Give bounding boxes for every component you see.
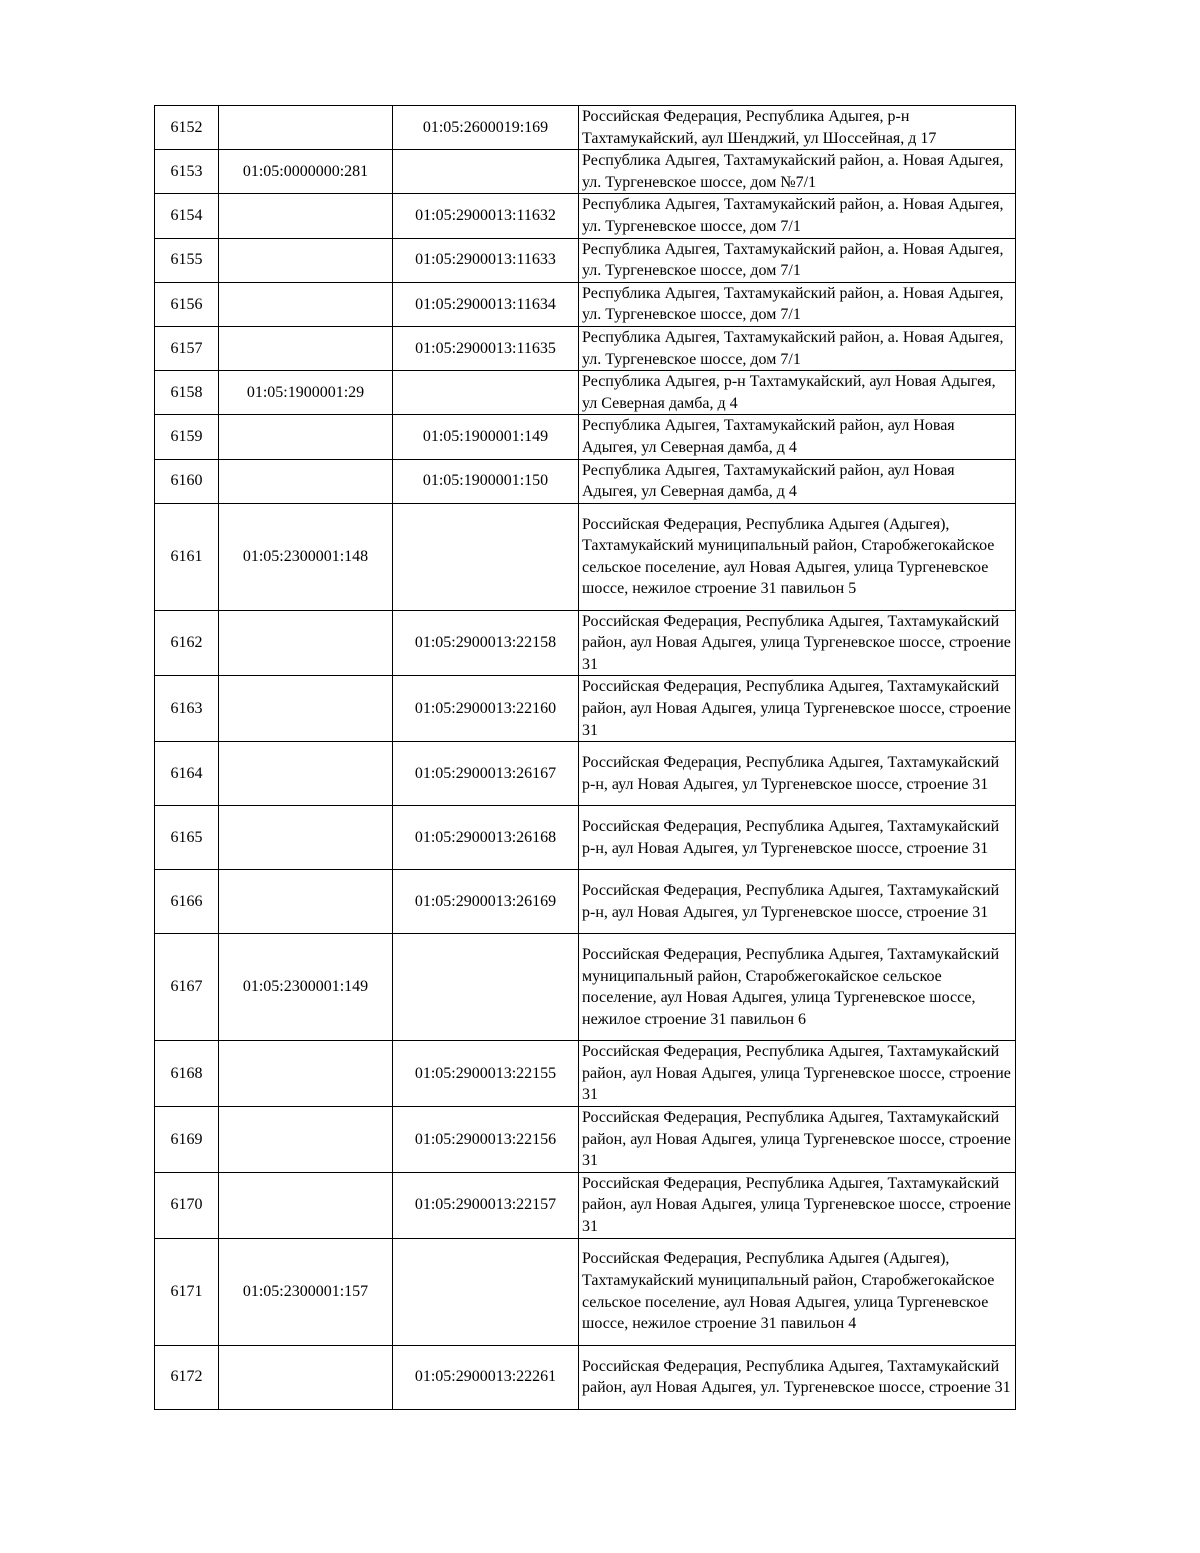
land-cadastral-number (219, 238, 393, 282)
land-cadastral-number: 01:05:2300001:157 (219, 1238, 393, 1345)
table-row (155, 415, 1016, 459)
table-row (155, 806, 1016, 870)
building-cadastral-number (393, 150, 579, 194)
building-cadastral-number: 01:05:2900013:22160 (393, 676, 579, 742)
table-row (155, 610, 1016, 676)
address: Республика Адыгея, р-н Тахтамукайский, аул Новая Адыгея, ул Северная дамба, д 4 (579, 371, 1016, 415)
table-row (155, 238, 1016, 282)
table-row (155, 106, 1016, 150)
table-row (155, 934, 1016, 1041)
row-number: 6160 (155, 459, 219, 503)
address: Российская Федерация, Республика Адыгея, Тахтамукайский р-н, аул Новая Адыгея, ул Тургеневское шоссе, строение 31 (579, 742, 1016, 806)
row-number: 6169 (155, 1107, 219, 1173)
land-cadastral-number: 01:05:2300001:148 (219, 503, 393, 610)
row-number: 6162 (155, 610, 219, 676)
table-row (155, 676, 1016, 742)
building-cadastral-number: 01:05:2900013:11632 (393, 194, 579, 238)
building-cadastral-number (393, 934, 579, 1041)
land-cadastral-number (219, 106, 393, 150)
building-cadastral-number: 01:05:2900013:22155 (393, 1041, 579, 1107)
land-cadastral-number (219, 1345, 393, 1409)
land-cadastral-number (219, 806, 393, 870)
row-number: 6159 (155, 415, 219, 459)
table-row (155, 742, 1016, 806)
table-row (155, 870, 1016, 934)
land-cadastral-number (219, 1107, 393, 1173)
address: Республика Адыгея, Тахтамукайский район, а. Новая Адыгея, ул. Тургеневское шоссе, дом №7/1 (579, 150, 1016, 194)
building-cadastral-number: 01:05:2900013:22158 (393, 610, 579, 676)
building-cadastral-number: 01:05:2900013:26167 (393, 742, 579, 806)
table-row (155, 1345, 1016, 1409)
row-number: 6163 (155, 676, 219, 742)
row-number: 6172 (155, 1345, 219, 1409)
row-number: 6157 (155, 326, 219, 370)
building-cadastral-number: 01:05:2900013:26169 (393, 870, 579, 934)
building-cadastral-number: 01:05:2900013:22157 (393, 1172, 579, 1238)
table-row (155, 371, 1016, 415)
land-cadastral-number (219, 459, 393, 503)
row-number: 6167 (155, 934, 219, 1041)
table-row (155, 1041, 1016, 1107)
row-number: 6166 (155, 870, 219, 934)
land-cadastral-number (219, 1172, 393, 1238)
address: Российская Федерация, Республика Адыгея, р-н Тахтамукайский, аул Шенджий, ул Шоссейная, д 17 (579, 106, 1016, 150)
building-cadastral-number: 01:05:2900013:11633 (393, 238, 579, 282)
row-number: 6164 (155, 742, 219, 806)
address: Российская Федерация, Республика Адыгея, Тахтамукайский район, аул Новая Адыгея, улица Тургеневское шоссе, строение 31 (579, 676, 1016, 742)
building-cadastral-number: 01:05:2900013:11634 (393, 282, 579, 326)
land-cadastral-number (219, 742, 393, 806)
land-cadastral-number: 01:05:2300001:149 (219, 934, 393, 1041)
land-cadastral-number (219, 870, 393, 934)
land-cadastral-number: 01:05:1900001:29 (219, 371, 393, 415)
row-number: 6170 (155, 1172, 219, 1238)
row-number: 6158 (155, 371, 219, 415)
land-cadastral-number (219, 415, 393, 459)
address: Российская Федерация, Республика Адыгея, Тахтамукайский муниципальный район, Старобжегокайское сельское поселение, аул Новая Адыгея, улица Тургеневское шоссе, нежилое строение 31 павильон 6 (579, 934, 1016, 1041)
address: Республика Адыгея, Тахтамукайский район, а. Новая Адыгея, ул. Тургеневское шоссе, дом 7/1 (579, 238, 1016, 282)
table-row (155, 1107, 1016, 1173)
row-number: 6153 (155, 150, 219, 194)
address: Республика Адыгея, Тахтамукайский район, а. Новая Адыгея, ул. Тургеневское шоссе, дом 7/1 (579, 282, 1016, 326)
address: Республика Адыгея, Тахтамукайский район, а. Новая Адыгея, ул. Тургеневское шоссе, дом 7/1 (579, 194, 1016, 238)
address: Российская Федерация, Республика Адыгея, Тахтамукайский район, аул Новая Адыгея, улица Тургеневское шоссе, строение 31 (579, 610, 1016, 676)
building-cadastral-number: 01:05:2900013:22261 (393, 1345, 579, 1409)
table-row (155, 282, 1016, 326)
address: Республика Адыгея, Тахтамукайский район, аул Новая Адыгея, ул Северная дамба, д 4 (579, 415, 1016, 459)
building-cadastral-number (393, 371, 579, 415)
table-row (155, 1238, 1016, 1345)
property-table (154, 105, 1016, 1410)
table-row (155, 194, 1016, 238)
building-cadastral-number (393, 503, 579, 610)
land-cadastral-number (219, 326, 393, 370)
row-number: 6161 (155, 503, 219, 610)
land-cadastral-number (219, 282, 393, 326)
address: Российская Федерация, Республика Адыгея, Тахтамукайский район, аул Новая Адыгея, ул. Тургеневское шоссе, строение 31 (579, 1345, 1016, 1409)
table-row (155, 150, 1016, 194)
land-cadastral-number: 01:05:0000000:281 (219, 150, 393, 194)
address: Российская Федерация, Республика Адыгея (Адыгея), Тахтамукайский муниципальный район, Старобжегокайское сельское поселение, аул Новая Адыгея, улица Тургеневское шоссе, нежилое строение 31 павильон 4 (579, 1238, 1016, 1345)
address: Российская Федерация, Республика Адыгея, Тахтамукайский район, аул Новая Адыгея, улица Тургеневское шоссе, строение 31 (579, 1172, 1016, 1238)
building-cadastral-number: 01:05:1900001:149 (393, 415, 579, 459)
building-cadastral-number: 01:05:2900013:26168 (393, 806, 579, 870)
row-number: 6154 (155, 194, 219, 238)
table-row (155, 459, 1016, 503)
row-number: 6155 (155, 238, 219, 282)
land-cadastral-number (219, 676, 393, 742)
address: Республика Адыгея, Тахтамукайский район, аул Новая Адыгея, ул Северная дамба, д 4 (579, 459, 1016, 503)
table-row (155, 326, 1016, 370)
address: Российская Федерация, Республика Адыгея, Тахтамукайский район, аул Новая Адыгея, улица Тургеневское шоссе, строение 31 (579, 1107, 1016, 1173)
building-cadastral-number: 01:05:2600019:169 (393, 106, 579, 150)
row-number: 6165 (155, 806, 219, 870)
building-cadastral-number: 01:05:2900013:11635 (393, 326, 579, 370)
building-cadastral-number: 01:05:1900001:150 (393, 459, 579, 503)
land-cadastral-number (219, 1041, 393, 1107)
building-cadastral-number (393, 1238, 579, 1345)
address: Российская Федерация, Республика Адыгея, Тахтамукайский район, аул Новая Адыгея, улица Тургеневское шоссе, строение 31 (579, 1041, 1016, 1107)
address: Российская Федерация, Республика Адыгея, Тахтамукайский р-н, аул Новая Адыгея, ул Тургеневское шоссе, строение 31 (579, 806, 1016, 870)
address: Российская Федерация, Республика Адыгея (Адыгея), Тахтамукайский муниципальный район, Старобжегокайское сельское поселение, аул Новая Адыгея, улица Тургеневское шоссе, нежилое строение 31 павильон 5 (579, 503, 1016, 610)
address: Республика Адыгея, Тахтамукайский район, а. Новая Адыгея, ул. Тургеневское шоссе, дом 7/1 (579, 326, 1016, 370)
row-number: 6156 (155, 282, 219, 326)
table-row (155, 503, 1016, 610)
land-cadastral-number (219, 610, 393, 676)
address: Российская Федерация, Республика Адыгея, Тахтамукайский р-н, аул Новая Адыгея, ул Тургеневское шоссе, строение 31 (579, 870, 1016, 934)
table-row (155, 1172, 1016, 1238)
row-number: 6152 (155, 106, 219, 150)
building-cadastral-number: 01:05:2900013:22156 (393, 1107, 579, 1173)
row-number: 6168 (155, 1041, 219, 1107)
row-number: 6171 (155, 1238, 219, 1345)
land-cadastral-number (219, 194, 393, 238)
